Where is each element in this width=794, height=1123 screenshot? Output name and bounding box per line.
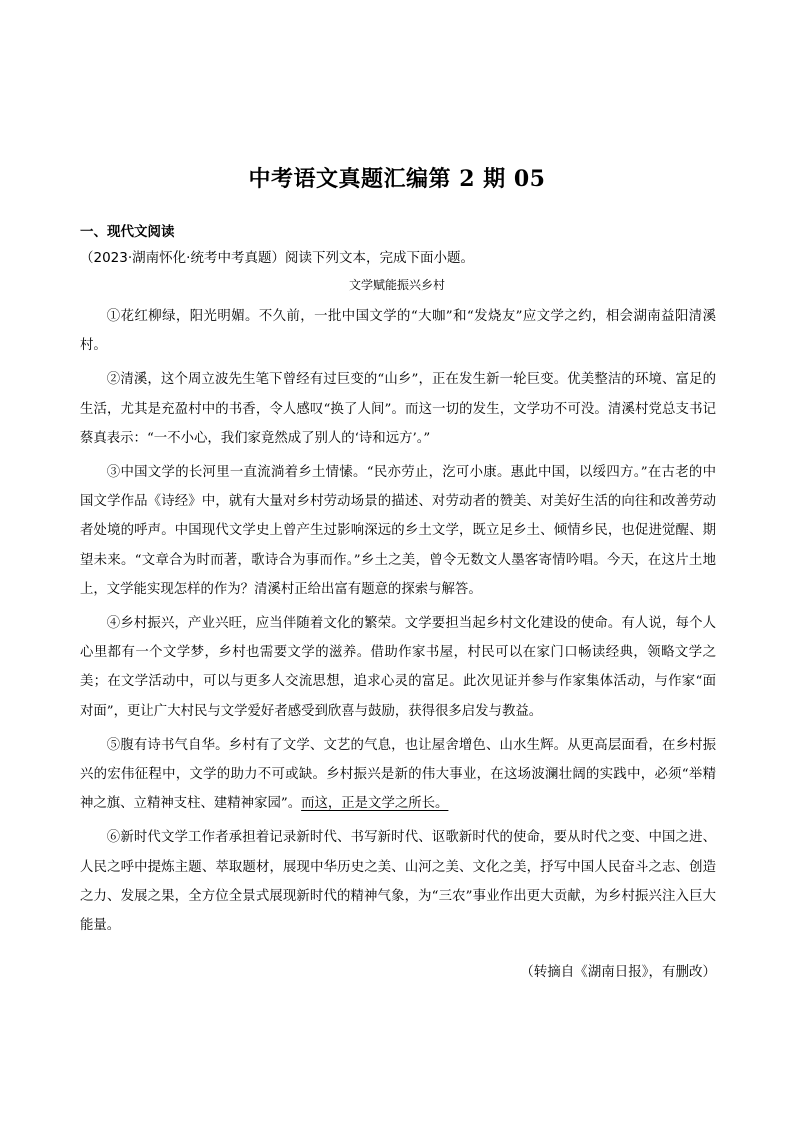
page-title: 中考语文真题汇编第 2 期 05 (248, 166, 546, 192)
paragraph-text: ③中国文学的长河里一直流淌着乡土情愫。“民亦劳止，汔可小康。惠此中国，以绥四方。”在古老的中国文学作品《诗经》中，就有大量对乡村劳动场景的描述、对劳动者的赞美、对美好生活的向往和改善劳动者处境的呼声。中国现代文学史上曾产生过影响深远的乡土文学，既立足乡土、倾情乡民，也促进觉醒、期望未来。“文章合为时而著，歌诗合为事而作。”乡土之美，曾令无数文人墨客寄情吟唱。今天，在这片土地上，文学能实现怎样的作为？清溪村正给出富有题意的探索与解答。 (80, 465, 716, 597)
paragraph-text: ⑥新时代文学工作者承担着记录新时代、书写新时代、讴歌新时代的使命，要从时代之变、中国之进、人民之呼中提炼主题、萃取题材，展现中华历史之美、山河之美、文化之美，抒写中国人民奋斗之志、创造之力、发展之果，全方位全景式展现新时代的精神气象，为“三农”事业作出更大贡献，为乡村振兴注入巨大能量。 (80, 830, 716, 934)
paragraph-text: ①花红柳绿，阳光明媚。不久前，一批中国文学的“大咖”和“发烧友”应文学之约，相会湖南益阳清溪村。 (80, 309, 716, 354)
paragraph-text: ⑤腹有诗书气自华。乡村有了文学、文艺的气息，也让屋舍增色、山水生辉。从更高层面看，在乡村振兴的宏伟征程中，文学的助力不可或缺。乡村振兴是新的伟大事业，在这场波澜壮阔的实践中，必须“举精神之旗、立精神支柱、建精神家园”。 (80, 737, 716, 812)
underlined-sentence: 而这，正是文学之所长。 (301, 796, 449, 812)
question-intro: （2023·湖南怀化·统考中考真题）阅读下列文本，完成下面小题。 (80, 250, 474, 266)
paragraph-text: ④乡村振兴，产业兴旺，应当伴随着文化的繁荣。文学要担当起乡村文化建设的使命。有人说，每个人心里都有一个文学梦，乡村也需要文学的滋养。借助作家书屋，村民可以在家门口畅读经典，领略文学之美；在文学活动中，可以与更多人交流思想，追求心灵的富足。此次见证并参与作家集体活动，与作家“面对面”，更让广大村民与文学爱好者感受到欣喜与鼓励，获得很多启发与教益。 (80, 616, 716, 719)
paragraph-5 (80, 731, 716, 824)
paragraph-2 (80, 365, 716, 458)
paragraph-3 (80, 458, 716, 609)
section-heading: 一、现代文阅读 (80, 224, 175, 240)
source-citation: （转摘自《湖南日报》，有删改） (520, 964, 716, 980)
paragraph-6 (80, 823, 716, 945)
article-body (80, 302, 716, 945)
paragraph-1 (80, 302, 716, 365)
article-title: 文学赋能振兴乡村 (348, 278, 445, 292)
paragraph-4 (80, 609, 716, 731)
paragraph-text: ②清溪，这个周立波先生笔下曾经有过巨变的“山乡”，正在发生新一轮巨变。优美整洁的环境、富足的生活，尤其是充盈村中的书香，令人感叹“换了人间”。而这一切的发生，文学功不可没。清溪村党总支书记蔡真表示：“一不小心，我们家竟然成了别人的‘诗和远方’。” (80, 372, 716, 446)
